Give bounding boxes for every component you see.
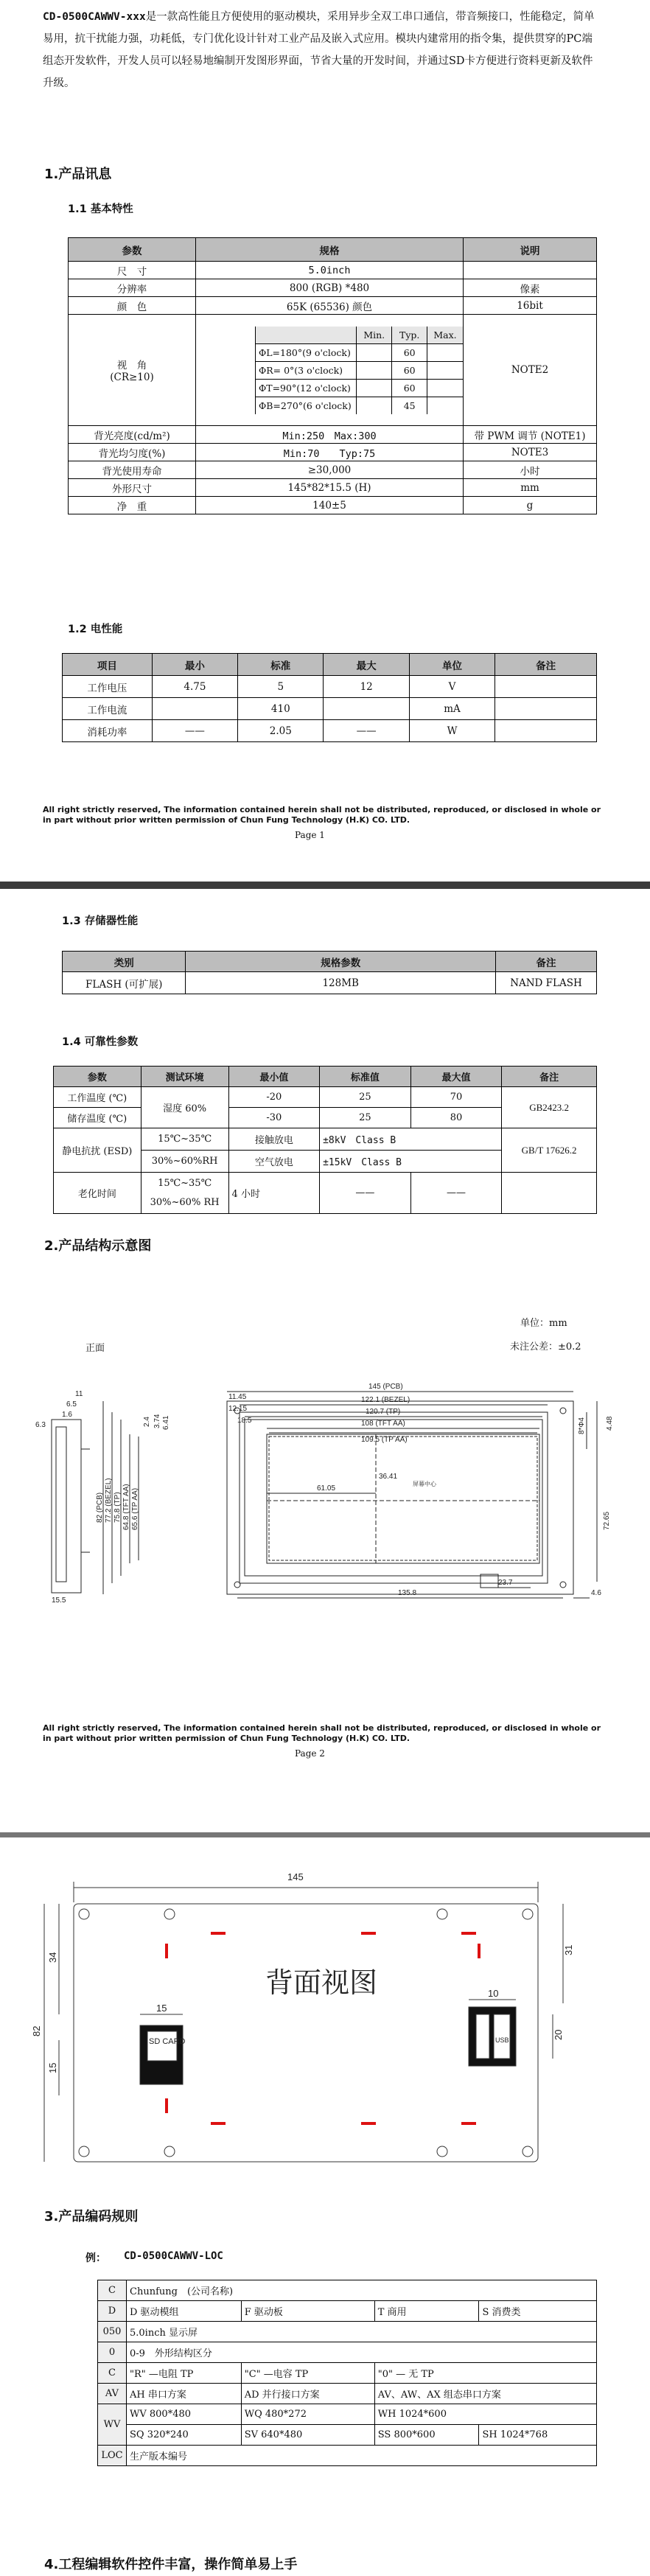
electrical-table (62, 653, 597, 742)
section-4-title: 4.工程编辑软件控件丰富，操作简单易上手 (44, 2557, 298, 2572)
sd-card-label-area (147, 2031, 177, 2061)
code-key: C (98, 2363, 127, 2384)
rel-cell: 静电抗扰 (ESD) (54, 1128, 141, 1173)
dim-3-74: 3.74 (153, 1414, 161, 1428)
rel-cell: GB/T 17626.2 (502, 1128, 597, 1173)
row-size-label: 尺 寸 (69, 262, 196, 279)
dim-4-6: 4.6 (591, 1589, 601, 1597)
elec-cell: mA (409, 698, 495, 720)
page-separator (0, 1832, 650, 1837)
rel-cell: 工作温度 (℃) (54, 1087, 141, 1108)
rel-cell: —— (320, 1173, 411, 1214)
rel-cell (502, 1173, 597, 1214)
tft-aa-outline (267, 1434, 539, 1563)
col-header-item: 项目 (63, 654, 153, 676)
code-value: 5.0inch 显示屏 (127, 2322, 597, 2342)
rel-cell: 储存温度 (℃) (54, 1108, 141, 1128)
col-header-unit: 单位 (409, 654, 495, 676)
row-uniform-note: NOTE3 (464, 444, 597, 461)
dim-tp-aa-width: 109.5 (TP AA) (361, 1436, 408, 1444)
view-row-label: ΦL=180°(9 o'clock) (256, 343, 357, 361)
row-uniform-label: 背光均匀度(%) (69, 444, 196, 461)
elec-cell: 消耗功率 (63, 720, 153, 742)
elec-cell: 5 (238, 676, 324, 698)
code-value: SH 1024*768 (479, 2425, 597, 2446)
dim-hole: 8*Φ4 (578, 1417, 586, 1434)
section-2-title: 2.产品结构示意图 (44, 1238, 152, 1254)
dim-2-4: 2.4 (143, 1417, 151, 1427)
elec-cell (495, 720, 597, 742)
rel-cell: 25 (320, 1108, 411, 1128)
col-header-type: 类别 (63, 952, 186, 972)
rel-cell: 70 (410, 1087, 502, 1108)
page-1 (0, 0, 650, 870)
row-weight-label: 净 重 (69, 497, 196, 514)
code-value: AH 串口方案 (127, 2384, 242, 2404)
row-view-note: NOTE2 (464, 315, 597, 426)
dim-4-48: 4.48 (606, 1416, 614, 1431)
dim-6-3: 6.3 (35, 1421, 46, 1429)
col-header-param: 参数 (69, 238, 196, 262)
panel-center-label: 屏幕中心 (413, 1481, 436, 1487)
rel-cell: 空气放电 (228, 1151, 320, 1173)
dim-tft-aa-width: 108 (TFT AA) (361, 1420, 405, 1428)
aging-env1: 15℃~35℃ (158, 1177, 212, 1189)
row-life-note: 小时 (464, 461, 597, 479)
footer-page: Page 1 (295, 830, 325, 840)
row-res-note: 像素 (464, 279, 597, 297)
mem-cell: FLASH (可扩展) (63, 972, 186, 994)
rel-cell: 80 (410, 1108, 502, 1128)
code-key: D (98, 2301, 127, 2322)
elec-cell (495, 698, 597, 720)
col-header: 最大值 (410, 1067, 502, 1087)
code-value: WV 800*480 (127, 2404, 242, 2425)
tp-aa-outline (269, 1437, 537, 1560)
rel-cell: 30%~60%RH (141, 1151, 228, 1173)
code-value: AD 并行接口方案 (241, 2384, 374, 2404)
col-header: 标准值 (320, 1067, 411, 1087)
dim-bezel-width: 122.1 (BEZEL) (361, 1396, 410, 1404)
code-value: D 驱动模组 (127, 2301, 242, 2322)
back-dim-20: 20 (553, 2029, 564, 2040)
dim-64-8: 64.8 (TFT AA) (122, 1484, 130, 1530)
row-bright-label: 背光亮度(cd/m²) (69, 426, 196, 444)
row-size-value: 5.0inch (196, 262, 464, 279)
dim-6-5: 6.5 (66, 1400, 77, 1409)
rel-cell: 接触放电 (228, 1128, 320, 1151)
rel-cell: -30 (228, 1108, 320, 1128)
back-view-title: 背面视图 (265, 1966, 378, 1999)
view-label: 视 角 (116, 360, 147, 371)
code-value: S 消费类 (479, 2301, 597, 2322)
mem-cell: NAND FLASH (495, 972, 596, 994)
dim-23-7: 23.7 (498, 1579, 513, 1587)
section-1-4-title: 1.4 可靠性参数 (62, 1036, 139, 1048)
row-life-label: 背光使用寿命 (69, 461, 196, 479)
elec-cell: V (409, 676, 495, 698)
front-view-label: 正面 (85, 1343, 105, 1354)
row-bright-note: 带 PWM 调节 (NOTE1) (464, 426, 597, 444)
side-view-inner (56, 1427, 66, 1582)
row-dim-value: 145*82*15.5 (H) (196, 479, 464, 497)
code-value: WH 1024*600 (374, 2404, 596, 2425)
rel-cell: ±8kV Class B (320, 1128, 502, 1151)
dim-1-6: 1.6 (62, 1411, 72, 1419)
section-1-1-title: 1.1 基本特性 (68, 203, 133, 215)
elec-cell (152, 698, 237, 720)
code-value: SQ 320*240 (127, 2425, 242, 2446)
back-dim-34: 34 (47, 1952, 58, 1963)
code-value: 0-9 外形结构区分 (127, 2342, 597, 2363)
col-header: 最小值 (228, 1067, 320, 1087)
dim-11: 11 (75, 1390, 83, 1398)
code-example: CD-0500CAWWV-LOC (124, 2250, 223, 2262)
usb-label: USB (495, 2036, 509, 2044)
row-weight-value: 140±5 (196, 497, 464, 514)
code-key: 0 (98, 2342, 127, 2363)
rel-cell: —— (410, 1173, 502, 1214)
col-header-std: 标准 (238, 654, 324, 676)
code-value: WQ 480*272 (241, 2404, 374, 2425)
elec-cell: W (409, 720, 495, 742)
col-header-spec: 规格 (196, 238, 464, 262)
back-dim-10: 10 (488, 1988, 499, 1999)
rel-cell: 湿度 60% (141, 1087, 228, 1128)
code-key: WV (98, 2404, 127, 2446)
code-key: AV (98, 2384, 127, 2404)
back-dim-31: 31 (563, 1944, 574, 1955)
back-dim-82: 82 (31, 2025, 42, 2036)
page-separator (0, 882, 650, 889)
rel-cell: 老化时间 (54, 1173, 141, 1214)
footer-copyright: All right strictly reserved, The information contained herein shall not be distributed, reproduced, or disclosed in whole or in part without prior written permission of Chun Fung Technology (H.K) CO. LTD. (43, 1723, 601, 1743)
view-row-typ: 60 (392, 361, 427, 379)
view-head-typ: Typ. (392, 327, 427, 344)
dim-75-8: 75.8 (TP) (113, 1492, 122, 1523)
sd-card-label: SD CARD (149, 2037, 186, 2046)
elec-cell: 工作电压 (63, 676, 153, 698)
section-1-title: 1.产品讯息 (44, 167, 112, 182)
row-res-value: 800 (RGB) *480 (196, 279, 464, 297)
elec-cell: 12 (324, 676, 409, 698)
marker-red (211, 1932, 226, 1935)
row-view-label (69, 315, 196, 426)
row-view-inner (196, 315, 464, 426)
elec-cell: 2.05 (238, 720, 324, 742)
dim-15-5: 15.5 (52, 1596, 66, 1604)
dim-6-41: 6.41 (162, 1415, 170, 1430)
col-header-max: 最大 (324, 654, 409, 676)
intro-model: CD-0500CAWWV-xxx (43, 10, 146, 23)
tolerance-label: 未注公差：±0.2 (510, 1341, 581, 1352)
col-header-min: 最小 (152, 654, 237, 676)
intro-paragraph (43, 6, 603, 94)
view-head-min: Min. (357, 327, 392, 344)
front-mechanical-drawing (29, 1361, 634, 1604)
row-size-note (464, 262, 597, 279)
aging-env2: 30%~60% RH (150, 1196, 220, 1208)
col-header-remark: 备注 (495, 654, 597, 676)
section-3-title: 3.产品编码规则 (44, 2209, 139, 2224)
rel-cell: ±15kV Class B (320, 1151, 502, 1173)
dim-72-65: 72.65 (603, 1511, 611, 1530)
code-value: T 商用 (374, 2301, 479, 2322)
col-header-spec: 规格参数 (186, 952, 496, 972)
elec-cell: —— (324, 720, 409, 742)
marker-red (461, 1932, 476, 1935)
page-3 (0, 1837, 650, 2576)
dim-18-5: 18.5 (237, 1417, 252, 1425)
mem-cell: 128MB (186, 972, 496, 994)
code-key: 050 (98, 2322, 127, 2342)
code-value: SV 640*480 (241, 2425, 374, 2446)
memory-table (62, 951, 597, 994)
view-row-label: ΦB=270°(6 o'clock) (256, 397, 357, 414)
footer-copyright: All right strictly reserved, The information contained herein shall not be distributed, reproduced, or disclosed in whole or in part without prior written permission of Chun Fung Technology (H.K) CO. LTD. (43, 805, 601, 825)
rel-cell: GB2423.2 (502, 1087, 597, 1128)
view-row-label: ΦT=90°(12 o'clock) (256, 379, 357, 397)
section-1-2-title: 1.2 电性能 (68, 624, 123, 635)
rel-cell (141, 1173, 228, 1214)
row-color-value: 65K (65536) 颜色 (196, 297, 464, 315)
code-value: "0" — 无 TP (374, 2363, 596, 2384)
intro-text: 是一款高性能且方便使用的驱动模块，采用异步全双工串口通信，带音频接口，性能稳定，简单易用，抗干扰能力强，功耗低，专门优化设计针对工业产品及嵌入式应用。模块内建常用的指令集，提供贯穿的PC端组态开发软件，开发人员可以轻易地编制开发图形界面，节省大量的开发时间，并通过SD卡方便进行资料更新及软件升级。 (43, 10, 595, 89)
col-header-note: 说明 (464, 238, 597, 262)
rel-cell: 4 小时 (228, 1173, 320, 1214)
col-header: 参数 (54, 1067, 141, 1087)
marker-red (478, 1944, 480, 1958)
col-header: 测试环境 (141, 1067, 228, 1087)
code-value: AV、AW、AX 组态串口方案 (374, 2384, 596, 2404)
row-dim-note: mm (464, 479, 597, 497)
unit-label: 单位：mm (520, 1318, 567, 1329)
marker-red (361, 1932, 376, 1935)
dim-135-8: 135.8 (398, 1589, 417, 1597)
pcb-outline (227, 1401, 573, 1594)
marker-red (361, 2122, 376, 2125)
row-bright-value: Min:250 Max:300 (196, 426, 464, 444)
code-key: LOC (98, 2446, 127, 2466)
elec-cell (495, 676, 597, 698)
row-color-note: 16bit (464, 297, 597, 315)
reliability-table (53, 1066, 597, 1214)
back-dim-145: 145 (287, 1871, 304, 1882)
code-key: C (98, 2280, 127, 2301)
basic-spec-table (68, 237, 597, 514)
row-uniform-value: Min:70 Typ:75 (196, 444, 464, 461)
row-life-value: ≥30,000 (196, 461, 464, 479)
code-value: 生产版本编号 (127, 2446, 597, 2466)
marker-red (211, 2122, 226, 2125)
rel-cell: 15℃~35℃ (141, 1128, 228, 1151)
code-value: "C" —电容 TP (241, 2363, 374, 2384)
dim-12-15: 12.15 (228, 1405, 248, 1413)
back-view-drawing (29, 1860, 612, 2184)
dim-pcb-width: 145 (PCB) (368, 1383, 403, 1391)
row-weight-note: g (464, 497, 597, 514)
dim-61-05: 61.05 (317, 1484, 336, 1493)
code-value: Chunfung (公司名称) (127, 2280, 597, 2301)
code-rule-table (97, 2280, 597, 2466)
connector (480, 1574, 498, 1588)
footer-page: Page 2 (295, 1748, 325, 1759)
view-row-typ: 60 (392, 343, 427, 361)
marker-red (165, 1944, 168, 1958)
section-1-3-title: 1.3 存储器性能 (62, 915, 139, 927)
col-header-note: 备注 (495, 952, 596, 972)
elec-cell: 410 (238, 698, 324, 720)
view-row-typ: 60 (392, 379, 427, 397)
view-head-max: Max. (427, 327, 463, 344)
dim-77-2: 77.2 (BEZEL) (105, 1478, 113, 1523)
viewing-angle-table (255, 327, 463, 414)
view-sublabel: (CR≥10) (110, 371, 154, 383)
code-value: SS 800*600 (374, 2425, 479, 2446)
col-header: 备注 (502, 1067, 597, 1087)
dim-36-41: 36.41 (379, 1473, 398, 1481)
row-res-label: 分辨率 (69, 279, 196, 297)
elec-cell (324, 698, 409, 720)
rel-cell: -20 (228, 1087, 320, 1108)
marker-red (165, 2098, 168, 2113)
code-example-label: 例： (85, 2252, 106, 2264)
view-row-typ: 45 (392, 397, 427, 414)
code-value: F 驱动板 (241, 2301, 374, 2322)
code-value: "R" —电阻 TP (127, 2363, 242, 2384)
rel-cell: 25 (320, 1087, 411, 1108)
dim-tp-width: 120.7 (TP) (366, 1408, 401, 1416)
dim-65-6: 65.6 (TP AA) (131, 1487, 139, 1530)
dim-82-pcb: 82 (PCB) (96, 1492, 104, 1523)
elec-cell: 4.75 (152, 676, 237, 698)
elec-cell: 工作电流 (63, 698, 153, 720)
row-color-label: 颜 色 (69, 297, 196, 315)
back-dim-15b: 15 (47, 2062, 58, 2073)
back-dim-15a: 15 (156, 2003, 167, 2014)
dim-11-45: 11.45 (228, 1393, 247, 1401)
row-dim-label: 外形尺寸 (69, 479, 196, 497)
view-row-label: ΦR= 0°(3 o'clock) (256, 361, 357, 379)
page-2 (0, 889, 650, 1825)
elec-cell: —— (152, 720, 237, 742)
marker-red (461, 2122, 476, 2125)
